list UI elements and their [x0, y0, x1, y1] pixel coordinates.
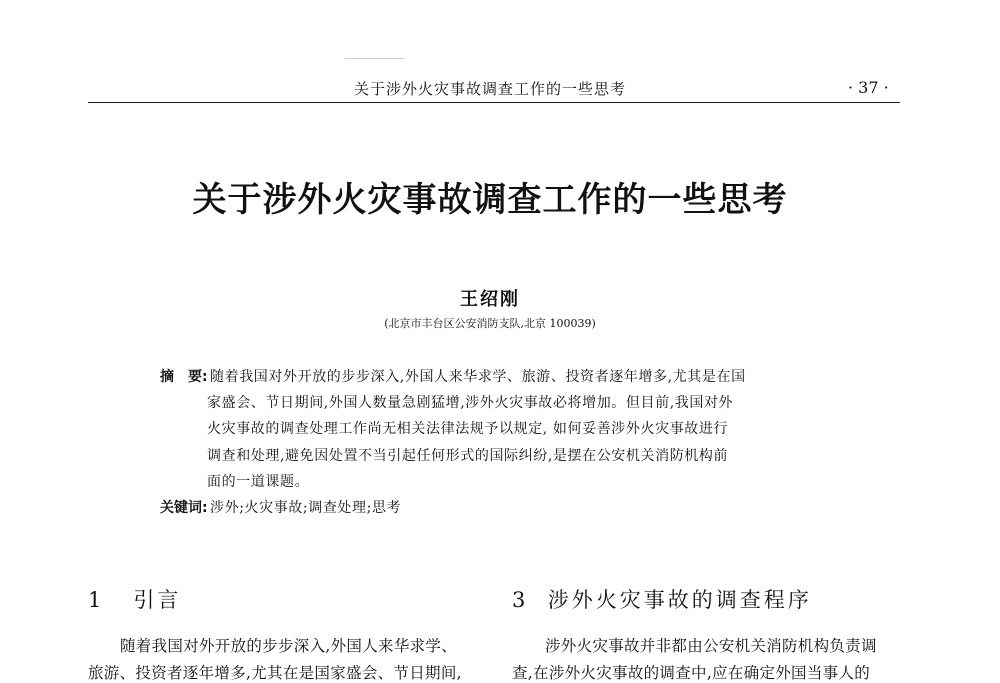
paragraph-line: 随着我国对外开放的步步深入,外国人来华求学、: [120, 637, 458, 655]
affiliation: (北京市丰台区公安消防支队,北京 100039): [384, 317, 596, 330]
section-heading-3: [512, 584, 812, 614]
page-number: · 37 ·: [848, 78, 889, 97]
section-title: 引言: [133, 588, 182, 612]
section-number: 1: [88, 588, 105, 612]
header-rule: [88, 102, 900, 103]
paragraph-line: 涉外火灾事故并非都由公安机关消防机构负责调: [545, 637, 877, 655]
paragraph-line: 旅游、投资者逐年增多,尤其在是国家盛会、节日期间,: [88, 664, 462, 682]
paragraph-line: 查,在涉外火灾事故的调查中,应在确定外国当事人的: [512, 664, 871, 682]
section-title: 涉外火灾事故的调查程序: [547, 588, 812, 612]
abstract-line: 家盛会、节日期间,外国人数量急剧猛增,涉外火灾事故必将增加。但目前,我国对外: [207, 395, 734, 411]
author: 王绍刚: [460, 289, 520, 310]
article-title: 关于涉外火灾事故调查工作的一些思考: [192, 180, 788, 220]
abstract-line: 面的一道课题。: [207, 474, 310, 490]
abstract-line: 火灾事故的调查处理工作尚无相关法律法规予以规定, 如何妥善涉外火灾事故进行: [207, 421, 729, 437]
abstract-label: 摘 要:: [160, 369, 208, 385]
keywords: 涉外;火灾事故;调查处理;思考: [210, 500, 402, 516]
section-heading-1: [88, 584, 181, 614]
abstract-line: 调查和处理,避免因处置不当引起任何形式的国际纠纷,是摆在公安机关消防机构前: [207, 448, 729, 464]
section-number: 3: [512, 588, 529, 612]
keywords-label: 关键词:: [160, 500, 208, 516]
running-header: 关于涉外火灾事故调查工作的一些思考: [353, 80, 626, 98]
abstract-line: 随着我国对外开放的步步深入,外国人来华求学、旅游、投资者逐年增多,尤其是在国: [210, 369, 746, 385]
scan-mark: [345, 58, 405, 59]
